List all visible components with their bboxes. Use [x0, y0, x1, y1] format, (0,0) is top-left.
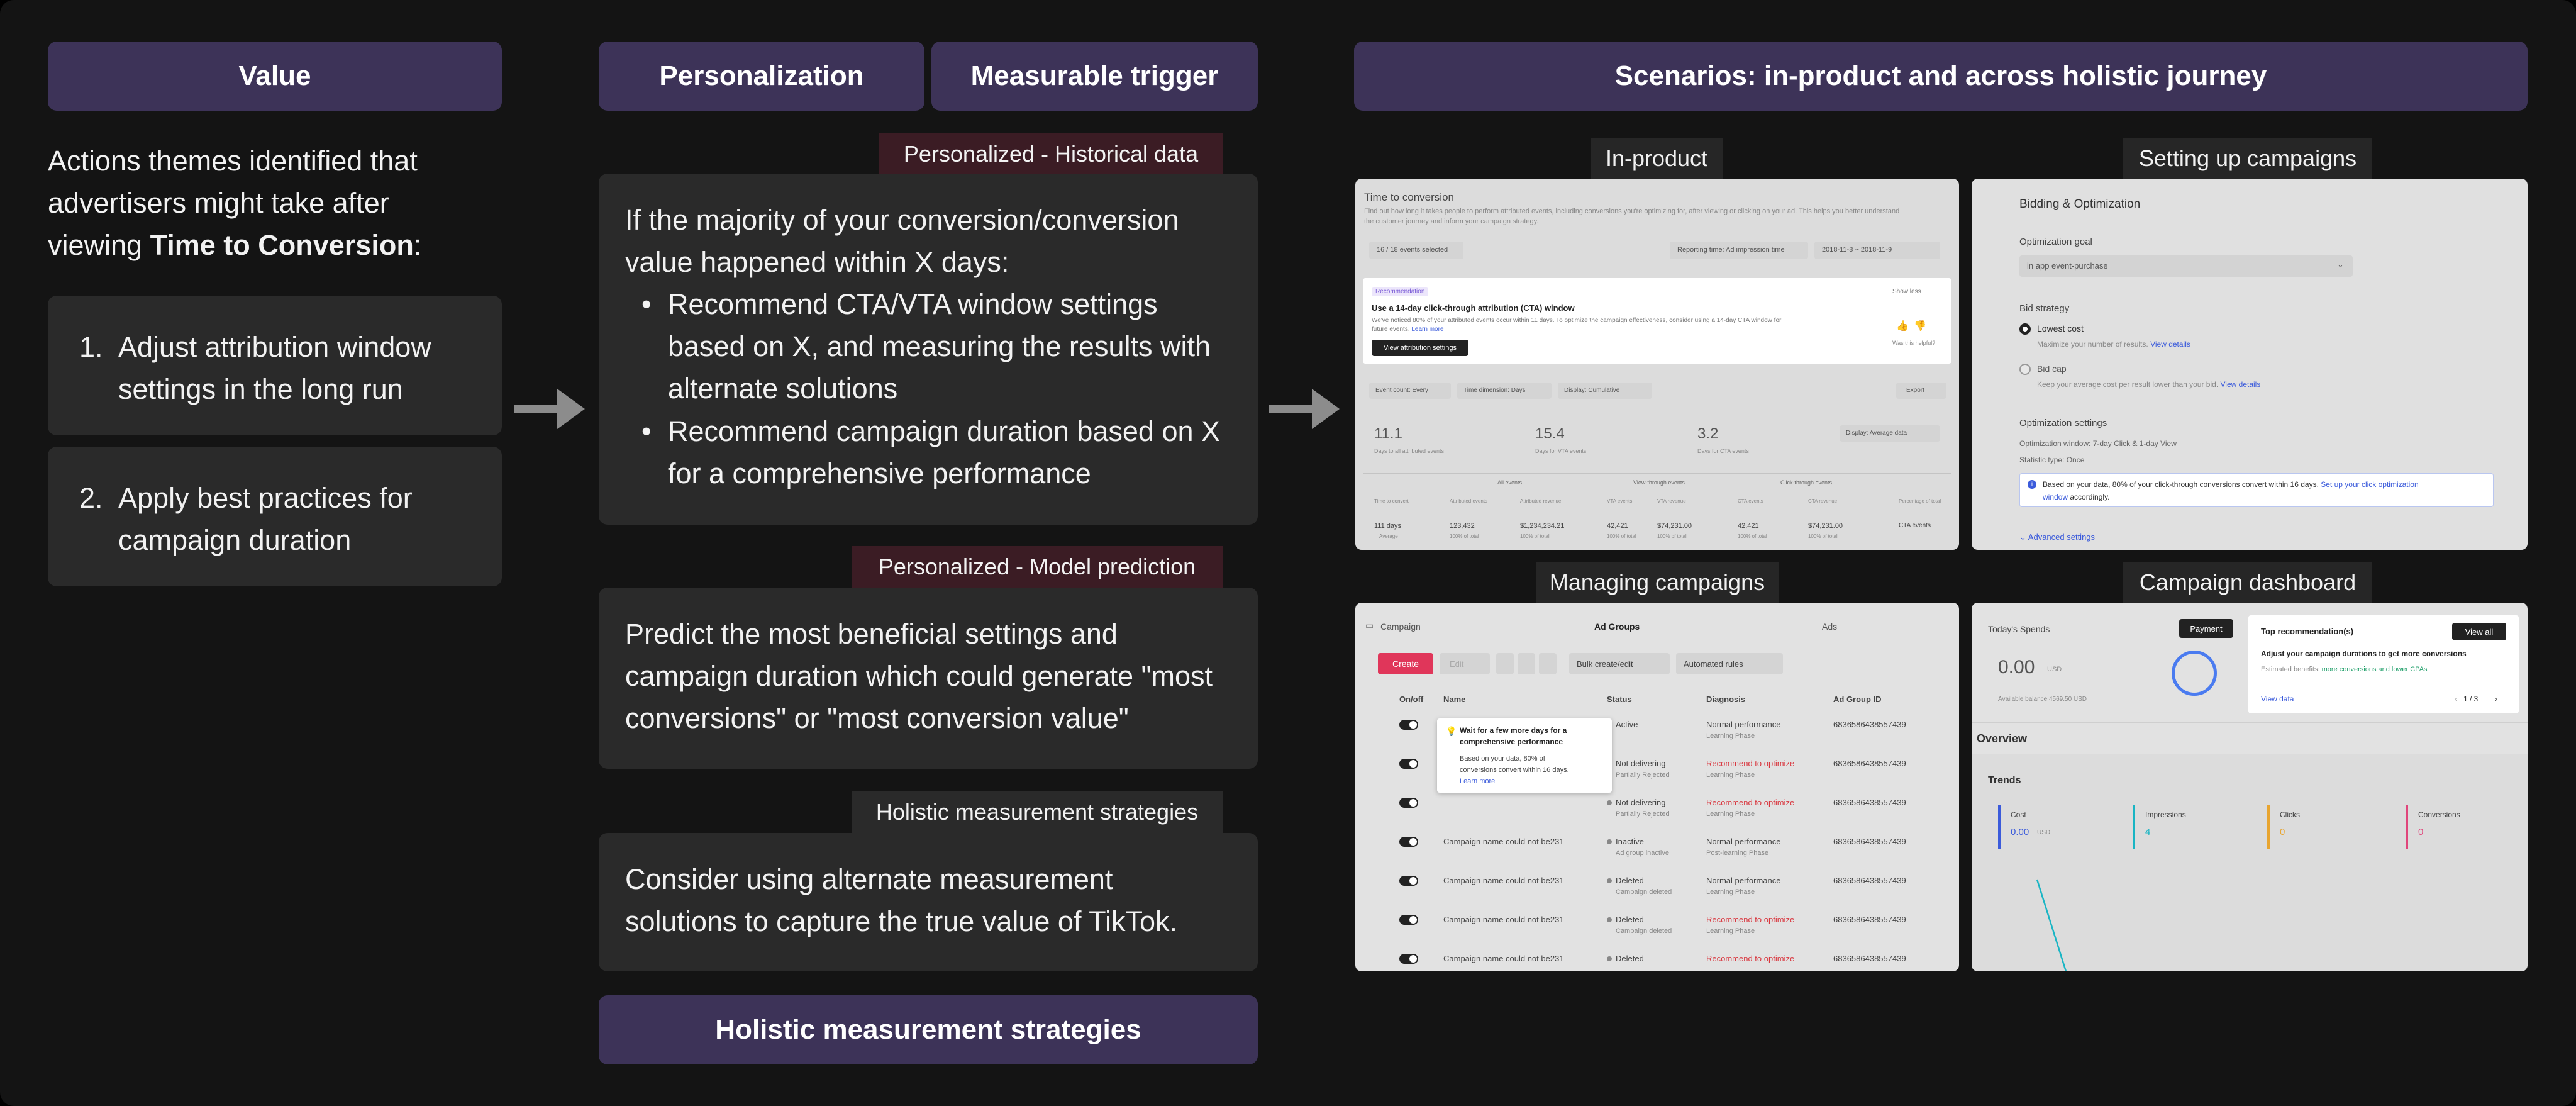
- diag-sub: Learning Phase: [1706, 771, 1755, 779]
- ttc-desc: the customer journey and inform your campaign strategy.: [1364, 218, 1539, 225]
- toggle-switch[interactable]: [1399, 876, 1418, 886]
- adgroup-id: 6836586438557439: [1833, 798, 1906, 807]
- rec-title: Use a 14-day click-through attribution (CTA) window: [1372, 303, 1575, 313]
- spend-ring-icon: [2172, 651, 2217, 696]
- stat-value: 15.4: [1535, 425, 1565, 442]
- cell: 111 days: [1374, 522, 1402, 530]
- goal-label: Optimization goal: [2019, 237, 2092, 247]
- metric-value: 0: [2418, 827, 2424, 837]
- cell-sub: 100% of total: [1657, 533, 1687, 539]
- delete-icon[interactable]: [1518, 653, 1535, 674]
- table-row[interactable]: [1355, 830, 1959, 869]
- date-range-filter[interactable]: [1814, 242, 1940, 259]
- cell-sub: 100% of total: [1520, 533, 1550, 539]
- status-dot-icon: [1607, 839, 1612, 844]
- table-row[interactable]: [1355, 947, 1959, 971]
- spend-currency: USD: [2047, 666, 2062, 673]
- table-row[interactable]: [1355, 869, 1959, 908]
- goal-select[interactable]: [2019, 255, 2353, 277]
- bullet-dot: •: [641, 288, 652, 320]
- metric-cost[interactable]: [1998, 805, 2124, 849]
- stat-value: 3.2: [1697, 425, 1719, 442]
- scenarios-header: Scenarios: in-product and across holistic journey: [1354, 42, 2528, 111]
- value-item-1: [48, 296, 502, 435]
- col-header: Percentage of total: [1899, 498, 1941, 504]
- cell: 123,432: [1450, 522, 1475, 530]
- export-text: Export: [1906, 387, 1924, 394]
- spends-label: Today's Spends: [1988, 624, 2050, 634]
- cell: $74,231.00: [1808, 522, 1843, 530]
- ttc-title: Time to conversion: [1364, 191, 1454, 203]
- benefit-label: Estimated benefits:: [2261, 666, 2320, 673]
- col-header: Time to convert: [1374, 498, 1409, 504]
- group-header: View-through events: [1633, 479, 1685, 486]
- personalization-header: Personalization: [599, 42, 924, 111]
- value-item-text: Adjust attribution window settings in the long run: [118, 331, 431, 405]
- archive-icon[interactable]: [1539, 653, 1557, 674]
- spend-amount: 0.00: [1998, 657, 2035, 678]
- display-average-control[interactable]: [1840, 425, 1940, 442]
- in-product-screenshot: [1355, 179, 1959, 550]
- tooltip-popover: [1437, 718, 1612, 793]
- bullet-dot: •: [641, 415, 652, 447]
- adgroup-id: 6836586438557439: [1833, 915, 1906, 924]
- benefit-value: more conversions and lower CPAs: [2321, 666, 2428, 673]
- diag-text: Normal performance: [1706, 837, 1781, 846]
- value-item-2: [48, 447, 502, 586]
- metric-name: Clicks: [2280, 810, 2300, 819]
- top-rec-title: Top recommendation(s): [2261, 627, 2354, 636]
- opt-bid-cap: Bid cap: [2037, 364, 2067, 374]
- metric-value: 0: [2280, 827, 2285, 837]
- setting-up-screenshot: [1972, 179, 2528, 550]
- metric-value: 4: [2145, 827, 2151, 837]
- bidding-title: Bidding & Optimization: [2019, 198, 2141, 211]
- adgroup-id: 6836586438557439: [1833, 954, 1906, 963]
- reporting-time-filter[interactable]: [1670, 242, 1808, 259]
- stat-value: 11.1: [1374, 425, 1402, 442]
- value-item-number: 1.: [79, 331, 103, 363]
- col-onoff: On/off: [1399, 695, 1424, 704]
- metric-name: Impressions: [2145, 810, 2186, 819]
- view-data-link[interactable]: View data: [2261, 695, 2294, 703]
- adgroup-id: 6836586438557439: [1833, 759, 1906, 768]
- cell-sub: Average: [1379, 533, 1398, 539]
- col-header: CTA revenue: [1808, 498, 1838, 504]
- diag-text: Normal performance: [1706, 876, 1781, 885]
- status-text: Deleted: [1616, 954, 1644, 963]
- diag-sub: Post-learning Phase: [1706, 849, 1769, 857]
- diag-text: Recommend to optimize: [1706, 954, 1795, 963]
- tag-holistic: Holistic measurement strategies: [852, 791, 1223, 833]
- cell-sub: 100% of total: [1808, 533, 1838, 539]
- cell-sub: 100% of total: [1738, 533, 1767, 539]
- trigger-header: Measurable trigger: [931, 42, 1258, 111]
- divider: [1972, 722, 2528, 723]
- status-text: Not delivering: [1616, 798, 1666, 807]
- col-adgroup-id: Ad Group ID: [1833, 695, 1882, 704]
- control-text: Display: Cumulative: [1564, 387, 1620, 394]
- status-dot-icon: [1607, 956, 1612, 961]
- diag-sub: Learning Phase: [1706, 810, 1755, 818]
- rec-desc: future events.: [1372, 326, 1410, 333]
- col-header: VTA revenue: [1657, 498, 1686, 504]
- status-dot-icon: [1607, 878, 1612, 883]
- divider: [1363, 473, 1951, 474]
- tab-ads[interactable]: Ads: [1822, 622, 1838, 632]
- view-details-link[interactable]: View details: [2150, 340, 2190, 349]
- label-managing: Managing campaigns: [1536, 562, 1779, 603]
- show-less-link[interactable]: Show less: [1892, 288, 1921, 295]
- row-name[interactable]: Campaign name could not be231: [1443, 954, 1564, 963]
- info-icon: i: [2028, 480, 2036, 489]
- bulk-text: Bulk create/edit: [1577, 659, 1633, 669]
- opt-desc: Maximize your number of results.: [2037, 340, 2148, 349]
- edit-button[interactable]: [1440, 653, 1490, 674]
- tag-model-prediction: Personalized - Model prediction: [852, 546, 1223, 588]
- tip-learn-link[interactable]: Learn more: [1460, 778, 1496, 785]
- value-intro: [48, 140, 488, 266]
- bulk-edit-button[interactable]: [1569, 653, 1670, 674]
- export-button[interactable]: [1896, 383, 1946, 399]
- stat-label: Days for VTA events: [1535, 448, 1587, 454]
- tip-body: Based on your data, 80% of: [1460, 755, 1545, 762]
- metric-name: Conversions: [2418, 810, 2460, 819]
- control-text: Event count: Every: [1375, 387, 1428, 394]
- historical-bullet: Recommend campaign duration based on X for a comprehensive performance: [668, 415, 1221, 489]
- holistic-bottom-header: Holistic measurement strategies: [599, 995, 1258, 1064]
- historical-bullet: Recommend CTA/VTA window settings based on X, and measuring the results with alternate solutions: [668, 288, 1211, 405]
- control-text: Time dimension: Days: [1463, 387, 1526, 394]
- diag-sub: Learning Phase: [1706, 927, 1755, 935]
- status-text: Deleted: [1616, 876, 1644, 885]
- rec-desc: We've noticed 80% of your attributed events occur within 11 days. To optimize the campaign effectiveness, consider using a 14-day CTA window for: [1372, 317, 1782, 324]
- col-status: Status: [1607, 695, 1632, 704]
- tab-campaign[interactable]: Campaign: [1380, 622, 1421, 632]
- opt-desc: Keep your average cost per result lower than your bid.: [2037, 380, 2219, 389]
- view-all-button[interactable]: View all: [2452, 623, 2506, 640]
- setup-window-link[interactable]: window: [2043, 493, 2068, 501]
- value-header: Value: [48, 42, 502, 111]
- edit-text: Edit: [1450, 659, 1464, 669]
- status-sub: Ad group inactive: [1616, 849, 1669, 857]
- arrow-right-icon: [1269, 384, 1342, 434]
- metric-value: 0.00: [2011, 827, 2029, 837]
- metric-conversions[interactable]: [2406, 805, 2528, 849]
- cell: 42,421: [1738, 522, 1759, 530]
- diag-text: Recommend to optimize: [1706, 798, 1795, 807]
- col-header: Attributed events: [1450, 498, 1488, 504]
- create-button[interactable]: Create: [1378, 653, 1433, 674]
- metric-name: Cost: [2011, 810, 2026, 819]
- chevron-left-icon[interactable]: ‹: [2455, 695, 2457, 703]
- opt-lowest-cost: Lowest cost: [2037, 323, 2084, 333]
- row-name[interactable]: Campaign name could not be231: [1443, 876, 1564, 885]
- tab-ad-groups[interactable]: Ad Groups: [1594, 622, 1640, 632]
- copy-icon[interactable]: [1496, 653, 1514, 674]
- rec-badge: Recommendation: [1372, 287, 1428, 296]
- toggle-switch[interactable]: [1399, 720, 1418, 730]
- table-row[interactable]: [1355, 791, 1959, 830]
- cell: 42,421: [1607, 522, 1628, 530]
- overview-title: Overview: [1977, 732, 2028, 745]
- metric-clicks[interactable]: [2267, 805, 2393, 849]
- setup-window-link[interactable]: Set up your click optimization: [2321, 480, 2419, 489]
- stat-label: Days to all attributed events: [1374, 448, 1445, 454]
- goal-value: in app event-purchase: [2027, 261, 2108, 271]
- radio-unselected-icon[interactable]: [2019, 364, 2031, 375]
- lightbulb-icon: 💡: [1446, 726, 1457, 736]
- stat-label: Days for CTA events: [1697, 448, 1749, 454]
- helpful-text: Was this helpful?: [1892, 340, 1936, 346]
- status-text: Inactive: [1616, 837, 1644, 846]
- tag-historical-data: Personalized - Historical data: [879, 133, 1223, 175]
- window-text: Optimization window: 7-day Click & 1-day View: [2019, 439, 2177, 448]
- rec-learn-link[interactable]: Learn more: [1411, 326, 1444, 333]
- status-sub: Partially Rejected: [1616, 810, 1670, 818]
- statistic-text: Statistic type: Once: [2019, 455, 2085, 464]
- trends-title: Trends: [1988, 775, 2021, 786]
- advanced-text: Advanced settings: [2028, 532, 2096, 542]
- label-dashboard: Campaign dashboard: [2123, 562, 2372, 603]
- group-header: Click-through events: [1780, 479, 1833, 486]
- col-header: Attributed revenue: [1520, 498, 1562, 504]
- diag-text: Normal performance: [1706, 720, 1781, 729]
- info-banner: [2019, 473, 2494, 507]
- historical-card: [599, 174, 1258, 525]
- trend-line: [1972, 867, 2528, 971]
- table-row[interactable]: [1355, 908, 1959, 947]
- col-header: VTA events: [1607, 498, 1633, 504]
- diag-sub: Learning Phase: [1706, 732, 1755, 740]
- value-intro-bold: Time to Conversion: [150, 229, 414, 261]
- tip-title: Wait for a few more days for a: [1460, 726, 1567, 735]
- display-control[interactable]: [1558, 383, 1652, 399]
- rules-text: Automated rules: [1684, 659, 1743, 669]
- col-diagnosis: Diagnosis: [1706, 695, 1746, 704]
- view-details-link[interactable]: View details: [2220, 380, 2261, 389]
- group-header: All events: [1497, 479, 1523, 486]
- dashboard-screenshot: [1972, 603, 2528, 971]
- holistic-card: [599, 833, 1258, 971]
- events-filter[interactable]: [1369, 242, 1463, 259]
- time-dimension-control[interactable]: [1457, 383, 1552, 399]
- status-dot-icon: [1607, 917, 1612, 922]
- prediction-text: Predict the most beneficial settings and campaign duration which could generate "most conversions" or "most conversion value": [625, 618, 1213, 734]
- holistic-text: Consider using alternate measurement solutions to capture the true value of TikTok.: [625, 863, 1177, 937]
- toggle-switch[interactable]: [1399, 954, 1418, 964]
- folder-icon: ▭: [1365, 620, 1374, 630]
- col-header: CTA events: [1738, 498, 1763, 504]
- status-sub: Campaign deleted: [1616, 888, 1672, 896]
- status-text: Active: [1616, 720, 1638, 729]
- diag-sub: Learning Phase: [1706, 888, 1755, 896]
- filter-text: 16 / 18 events selected: [1377, 246, 1448, 254]
- toggle-switch[interactable]: [1399, 915, 1418, 925]
- cell: $1,234,234.21: [1520, 522, 1565, 530]
- tip-body: conversions convert within 16 days.: [1460, 766, 1569, 774]
- cell: CTA events: [1899, 522, 1931, 529]
- thumbs-up-icon[interactable]: 👍: [1896, 321, 1909, 332]
- value-item-number: 2.: [79, 482, 103, 514]
- event-count-control[interactable]: [1369, 383, 1451, 399]
- chevron-down-icon: ⌄: [2337, 260, 2344, 269]
- metric-impressions[interactable]: [2133, 805, 2258, 849]
- status-text: Not delivering: [1616, 759, 1666, 768]
- info-text: Based on your data, 80% of your click-through conversions convert within 16 days.: [2043, 480, 2319, 489]
- settings-label: Optimization settings: [2019, 418, 2107, 428]
- control-text: Display: Average data: [1846, 430, 1907, 437]
- recommendation-banner: [1363, 278, 1951, 364]
- adgroup-id: 6836586438557439: [1833, 720, 1906, 729]
- row-name[interactable]: Campaign name could not be231: [1443, 915, 1564, 924]
- status-sub: Campaign deleted: [1616, 927, 1672, 935]
- label-in-product: In-product: [1591, 138, 1723, 179]
- toggle-switch[interactable]: [1399, 837, 1418, 847]
- value-intro-text: Actions themes identified that advertisers might take after viewing: [48, 145, 418, 261]
- status-sub: Partially Rejected: [1616, 771, 1670, 779]
- diag-text: Recommend to optimize: [1706, 759, 1795, 768]
- tip-title: comprehensive performance: [1460, 737, 1563, 746]
- label-setting-up: Setting up campaigns: [2123, 138, 2372, 179]
- diag-text: Recommend to optimize: [1706, 915, 1795, 924]
- thumbs-down-icon[interactable]: 👎: [1914, 321, 1926, 332]
- arrow-right-icon: [514, 384, 587, 434]
- radio-selected-icon[interactable]: [2019, 323, 2031, 335]
- status-text: Deleted: [1616, 915, 1644, 924]
- chevron-right-icon[interactable]: ›: [2495, 695, 2497, 703]
- payment-button[interactable]: Payment: [2179, 619, 2233, 638]
- adgroup-id: 6836586438557439: [1833, 876, 1906, 885]
- ttc-desc: Find out how long it takes people to perform attributed events, including conversions you're optimizing for, after viewing or clicking on your ad. This helps you better understand: [1364, 208, 1900, 215]
- historical-intro: If the majority of your conversion/conversion value happened within X days:: [625, 204, 1179, 278]
- view-attribution-button[interactable]: View attribution settings: [1372, 340, 1468, 356]
- filter-text: 2018-11-8 ~ 2018-11-9: [1822, 246, 1892, 254]
- toggle-switch[interactable]: [1399, 759, 1418, 769]
- metric-unit: USD: [2037, 829, 2051, 836]
- prediction-card: [599, 588, 1258, 769]
- cell-sub: 100% of total: [1607, 533, 1636, 539]
- status-dot-icon: [1607, 800, 1612, 805]
- top-recommendation-card: [2248, 615, 2519, 713]
- value-intro-suffix: :: [413, 229, 422, 261]
- balance-text: Available balance 4569.50 USD: [1998, 696, 2087, 703]
- bid-label: Bid strategy: [2019, 303, 2070, 314]
- managing-screenshot: [1355, 603, 1959, 971]
- advanced-settings-link[interactable]: ⌄ Advanced settings: [2019, 532, 2096, 542]
- filter-text: Reporting time: Ad impression time: [1677, 246, 1785, 254]
- cell: $74,231.00: [1657, 522, 1692, 530]
- cell-sub: 100% of total: [1450, 533, 1479, 539]
- value-item-text: Apply best practices for campaign duration: [118, 482, 413, 556]
- rec-headline: Adjust your campaign durations to get more conversions: [2261, 649, 2467, 658]
- col-name: Name: [1443, 695, 1466, 704]
- info-text: accordingly.: [2070, 493, 2110, 501]
- adgroup-id: 6836586438557439: [1833, 837, 1906, 846]
- row-name[interactable]: Campaign name could not be231: [1443, 837, 1564, 846]
- automated-rules-button[interactable]: [1676, 653, 1783, 674]
- pager-text: 1 / 3: [2463, 695, 2479, 703]
- toggle-switch[interactable]: [1399, 798, 1418, 808]
